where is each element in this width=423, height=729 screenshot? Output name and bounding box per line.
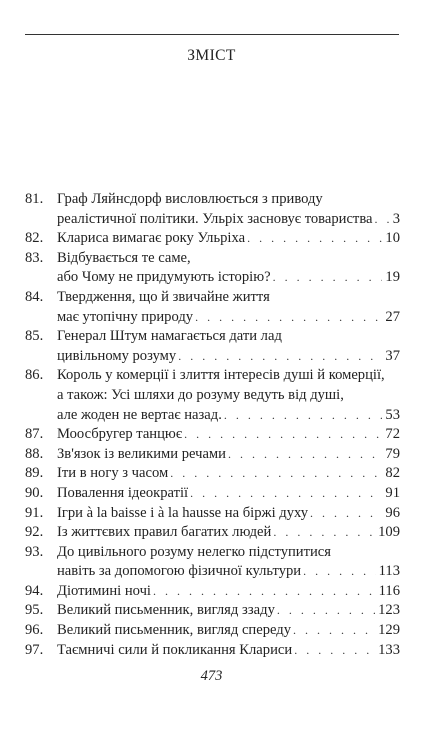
toc-entry-title-line: навіть за допомогою фізичної культури xyxy=(57,563,302,580)
toc-entry-title-line: Граф Ляйнсдорф висловлюється з приводу xyxy=(57,191,323,207)
toc-entry-title-line: Твердження, що й звичайне життя xyxy=(57,288,270,305)
toc-entry-last-line xyxy=(57,347,400,367)
toc-entry-page: 96 xyxy=(385,504,400,521)
toc-entry-title-line: Зв'язок із великими речами xyxy=(57,445,226,462)
toc-entry-page: 116 xyxy=(378,582,400,599)
toc-entry-last-line xyxy=(57,504,400,524)
toc-entry-last-line xyxy=(57,484,400,504)
toc-entry-last-line xyxy=(57,210,400,230)
toc-entry-last-line xyxy=(57,582,400,602)
toc-entry-last-line xyxy=(57,268,400,288)
toc-entry-number: 83. xyxy=(25,249,44,266)
dot-leader xyxy=(273,268,383,288)
toc-entry-number: 94. xyxy=(25,582,44,599)
toc-entry-title-line: а також: Усі шляхи до розуму ведуть від душі, xyxy=(57,386,344,403)
toc-entry-page: 79 xyxy=(385,445,400,462)
toc-entry-number: 90. xyxy=(25,484,44,501)
toc-entry-title-line: Генерал Штум намагається дати лад xyxy=(57,328,282,345)
toc-entry-last-line xyxy=(57,523,400,543)
toc-entry-number: 88. xyxy=(25,445,44,462)
page-number: 473 xyxy=(200,668,223,684)
toc-entry-page: 133 xyxy=(378,641,400,658)
toc-entry xyxy=(25,601,400,621)
toc-entry-last-line xyxy=(57,562,400,582)
toc-entry-title-line: Із життєвих правил багатих людей xyxy=(57,524,272,541)
dot-leader xyxy=(228,445,382,465)
toc-entry xyxy=(25,249,400,288)
dot-leader xyxy=(170,464,382,484)
toc-entry-title-line: реалістичної політики. Ульріх засновує товариства xyxy=(57,210,373,227)
toc-entry-page: 53 xyxy=(385,406,400,423)
toc-entry-title-line: Таємничі сили й покликання Клариси xyxy=(57,641,293,658)
dot-leader xyxy=(375,210,390,230)
toc-entry xyxy=(25,523,400,543)
toc-entry-last-line xyxy=(57,621,400,641)
toc-entry-page: 27 xyxy=(385,308,400,325)
toc-entry xyxy=(25,464,400,484)
toc-entry-last-line xyxy=(57,601,400,621)
toc-entry-page: 19 xyxy=(385,269,400,286)
toc-entry xyxy=(25,621,400,641)
toc-entry-number: 96. xyxy=(25,622,44,639)
dot-leader xyxy=(293,621,375,641)
toc-entry-title-line: До цивільного розуму нелегко підступитися xyxy=(57,543,331,560)
toc-entry-title-line: Великий письменник, вигляд спереду xyxy=(57,622,292,639)
dot-leader xyxy=(273,523,375,543)
toc-entry-number: 86. xyxy=(25,367,44,384)
toc-entry-last-line xyxy=(57,406,400,426)
toc-entry-page: 129 xyxy=(378,622,400,639)
toc-entry-page: 113 xyxy=(378,563,400,580)
toc-entry-title-line: Повалення ідеократії xyxy=(57,484,189,501)
toc-entry-number: 93. xyxy=(25,543,44,560)
toc-entry xyxy=(25,327,400,366)
toc-entry-last-line xyxy=(57,229,400,249)
toc-entry-number: 87. xyxy=(25,426,44,443)
toc-entry-title-line: має утопічну природу xyxy=(57,308,194,325)
toc-entry-page: 82 xyxy=(385,465,400,482)
toc-entry-title-line: Король у комерції і злиття інтересів душі й комерції, xyxy=(57,367,385,384)
toc-entry-title-line: Діотимині ночі xyxy=(57,582,151,599)
dot-leader xyxy=(190,484,382,504)
toc-entry-title-line: Клариса вимагає року Ульріха xyxy=(57,230,246,247)
toc-entry-page: 3 xyxy=(392,210,400,227)
toc-entry-last-line xyxy=(57,445,400,465)
toc-entry-number: 97. xyxy=(25,641,44,658)
toc-entry xyxy=(25,445,400,465)
toc-entry-title-line: але жоден не вертає назад. xyxy=(57,406,222,423)
toc-entry-number: 82. xyxy=(25,230,44,247)
toc-entry-number: 89. xyxy=(25,465,44,482)
toc-entry-title-line: Відбувається те саме, xyxy=(57,249,191,266)
toc-entry xyxy=(25,366,400,425)
toc-entry-title-line: Моосбругер танцює xyxy=(57,426,183,443)
toc-entry-number: 92. xyxy=(25,524,44,541)
toc-entry-page: 91 xyxy=(385,484,400,501)
toc-entry xyxy=(25,582,400,602)
toc-entry xyxy=(25,543,400,582)
toc-entry-page: 37 xyxy=(385,347,400,364)
table-of-contents xyxy=(25,190,400,660)
toc-entry xyxy=(25,190,400,229)
toc-entry xyxy=(25,484,400,504)
dot-leader xyxy=(303,562,376,582)
toc-entry-last-line xyxy=(57,464,400,484)
toc-entry-number: 81. xyxy=(25,191,44,207)
toc-entry-title-line: Ігри à la baisse і à la hausse на біржі духу xyxy=(57,504,309,521)
toc-entry-page: 10 xyxy=(385,230,400,247)
header-rule xyxy=(25,34,399,35)
toc-entry xyxy=(25,504,400,524)
dot-leader xyxy=(310,504,382,524)
toc-entry-number: 85. xyxy=(25,328,44,345)
toc-entry-page: 72 xyxy=(385,426,400,443)
dot-leader xyxy=(184,425,382,445)
page-title: ЗМІСТ xyxy=(187,47,236,64)
toc-entry-last-line xyxy=(57,641,400,661)
dot-leader xyxy=(277,601,375,621)
dot-leader xyxy=(153,582,376,602)
toc-entry-title-line: цивільному розуму xyxy=(57,347,177,364)
toc-entry-page: 123 xyxy=(378,602,400,619)
toc-entry-number: 95. xyxy=(25,602,44,619)
toc-entry-number: 84. xyxy=(25,288,44,305)
toc-entry-title-line: або Чому не придумують історію? xyxy=(57,269,271,286)
toc-entry xyxy=(25,288,400,327)
toc-entry xyxy=(25,641,400,661)
toc-entry xyxy=(25,425,400,445)
dot-leader xyxy=(178,347,382,367)
dot-leader xyxy=(247,229,382,249)
dot-leader xyxy=(195,308,382,328)
toc-entry xyxy=(25,229,400,249)
dot-leader xyxy=(224,406,383,426)
toc-entry-number: 91. xyxy=(25,504,44,521)
dot-leader xyxy=(294,641,375,661)
toc-entry-last-line xyxy=(57,308,400,328)
toc-entry-last-line xyxy=(57,425,400,445)
toc-entry-page: 109 xyxy=(378,524,400,541)
toc-entry-title-line: Великий письменник, вигляд ззаду xyxy=(57,602,275,619)
toc-entry-title-line: Іти в ногу з часом xyxy=(57,465,169,482)
